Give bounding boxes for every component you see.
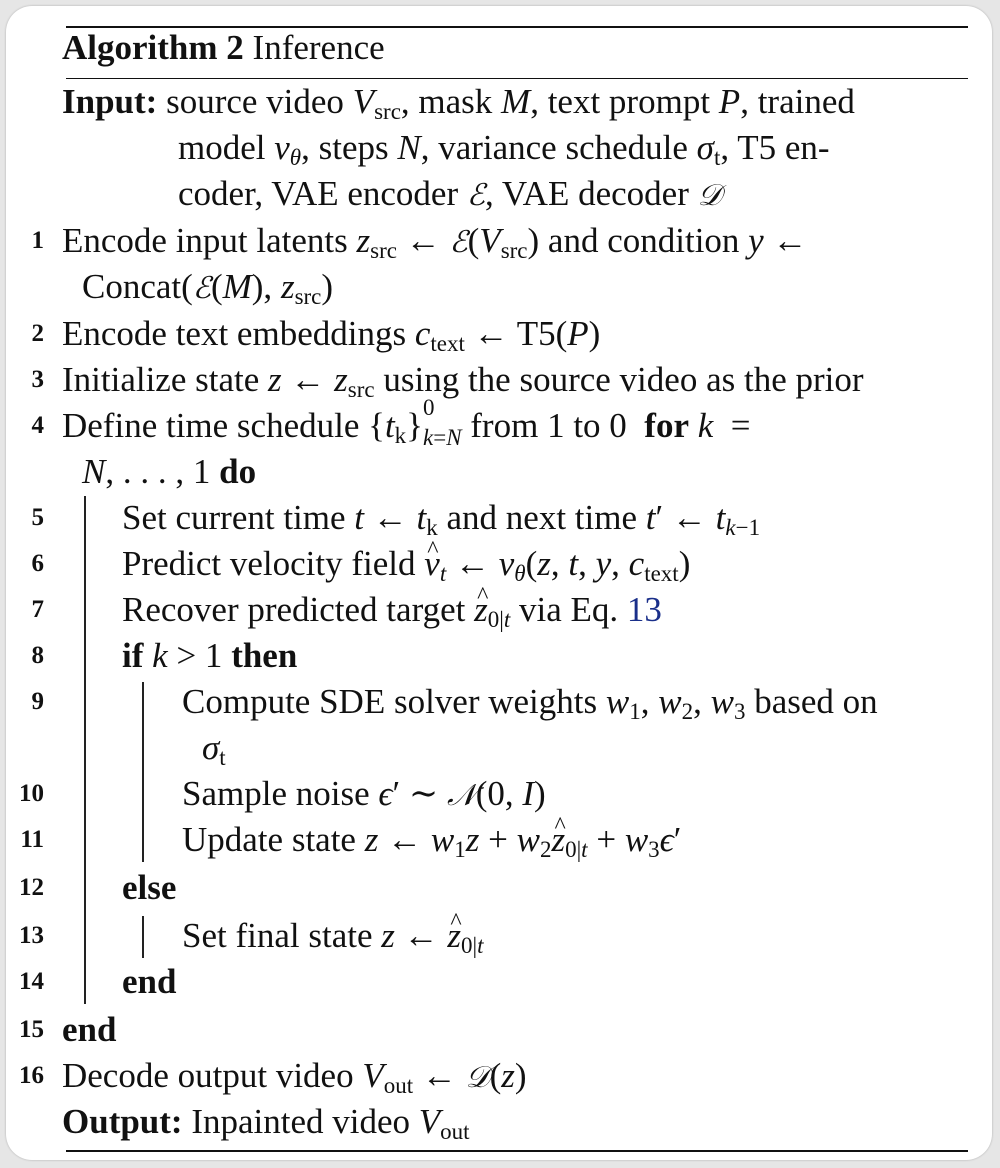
step-12 [122, 868, 176, 908]
line-number: 5 [31, 504, 44, 531]
step-6: Predict velocity field ^ $v_t$ ← $v_\theta(z$, t, y, $c_{text}$) [122, 544, 690, 584]
step-4-cont: N, . . . , 1 do [82, 452, 257, 491]
output-label: Output: [62, 1102, 183, 1141]
step-15 [62, 1010, 116, 1050]
line-number: 16 [19, 1062, 44, 1089]
step-9-cont: $\sigma_t$ [202, 728, 226, 770]
algorithm-frame [6, 6, 992, 1160]
step-7: Recover predicted target ^ $z_{0|t}$ via Eq. 13 [122, 590, 662, 630]
line-number: 1 [31, 227, 44, 254]
algorithm-name: Inference [252, 28, 385, 67]
input-label: Input: [62, 82, 158, 121]
line-number: 14 [19, 968, 44, 995]
step-9: Compute SDE solver weights $w_1$, $w_2$, $w_3$ based on [182, 682, 878, 724]
output-line: Output: Inpainted video $V_{out}$ [62, 1102, 470, 1144]
input-line-2: model $v_\theta$, steps N, variance schedule $\sigma_t$, T5 en- [178, 128, 830, 170]
keyword-do: do [219, 452, 257, 491]
keyword-else: else [122, 868, 177, 907]
bottom-rule [66, 1150, 968, 1152]
step-3: Initialize state z ← $z_{src}$ using the source video as the prior [62, 360, 864, 402]
line-number: 4 [31, 412, 44, 439]
line-number: 3 [31, 366, 44, 393]
algorithm-caption [62, 28, 385, 68]
caption-rule [66, 78, 968, 79]
line-number: 10 [19, 780, 44, 807]
else-block-bar [142, 916, 144, 958]
step-1-cont: Concat(ℰ(M), $z_{src}$) [82, 267, 334, 309]
for-block-bar [84, 496, 86, 1004]
keyword-then: then [231, 636, 298, 675]
output-text: Inpainted video [191, 1102, 411, 1141]
line-number: 11 [20, 826, 44, 853]
keyword-end-for: end [62, 1010, 117, 1049]
input-line-3: coder, VAE encoder ℰ, VAE decoder 𝒟 [178, 174, 722, 213]
equation-reference[interactable]: 13 [626, 590, 662, 629]
if-block-bar [142, 682, 144, 862]
line-number: 12 [19, 874, 44, 901]
keyword-end-if: end [122, 962, 177, 1001]
step-10: Sample noise ϵ′ ∼ 𝒩(0, I) [182, 774, 546, 813]
step-13: Set final state z ← ^ $z_{0|t}$ [182, 916, 484, 956]
keyword-for: for [644, 406, 689, 445]
step-2: Encode text embeddings $c_{text}$ ← T5(P) [62, 314, 601, 356]
step-1: Encode input latents $z_{src}$ ← $ℰ(V_{src})$ and condition y ← [62, 221, 808, 263]
line-number: 6 [31, 550, 44, 577]
step-5: Set current time t ← $t_k$ and next time t′ ← $t_{k-1}$ [122, 498, 761, 540]
step-4: Define time schedule $\{t_k\}$ 0 $_{k=N}$ from 1 to 0 for k = [62, 395, 751, 450]
algorithm-label: Algorithm 2 [62, 28, 244, 67]
line-number: 8 [31, 642, 44, 669]
line-number: 15 [19, 1016, 44, 1043]
line-number: 13 [19, 922, 44, 949]
input-line-1: Input: source video $V_{src}$, mask M, text prompt P, trained [62, 82, 855, 124]
step-14 [122, 962, 176, 1002]
line-number: 7 [31, 596, 44, 623]
step-8: if k > 1 then [122, 636, 298, 675]
line-number: 9 [31, 688, 44, 715]
step-16: Decode output video $V_{out}$ ← 𝒟(z) [62, 1056, 527, 1098]
step-11: Update state z ← $w_1z$ + $w_2\^{}$ $z_{0|t} + w_3\epsilon'$ [182, 820, 681, 860]
line-number: 2 [31, 320, 44, 347]
keyword-if: if [122, 636, 144, 675]
